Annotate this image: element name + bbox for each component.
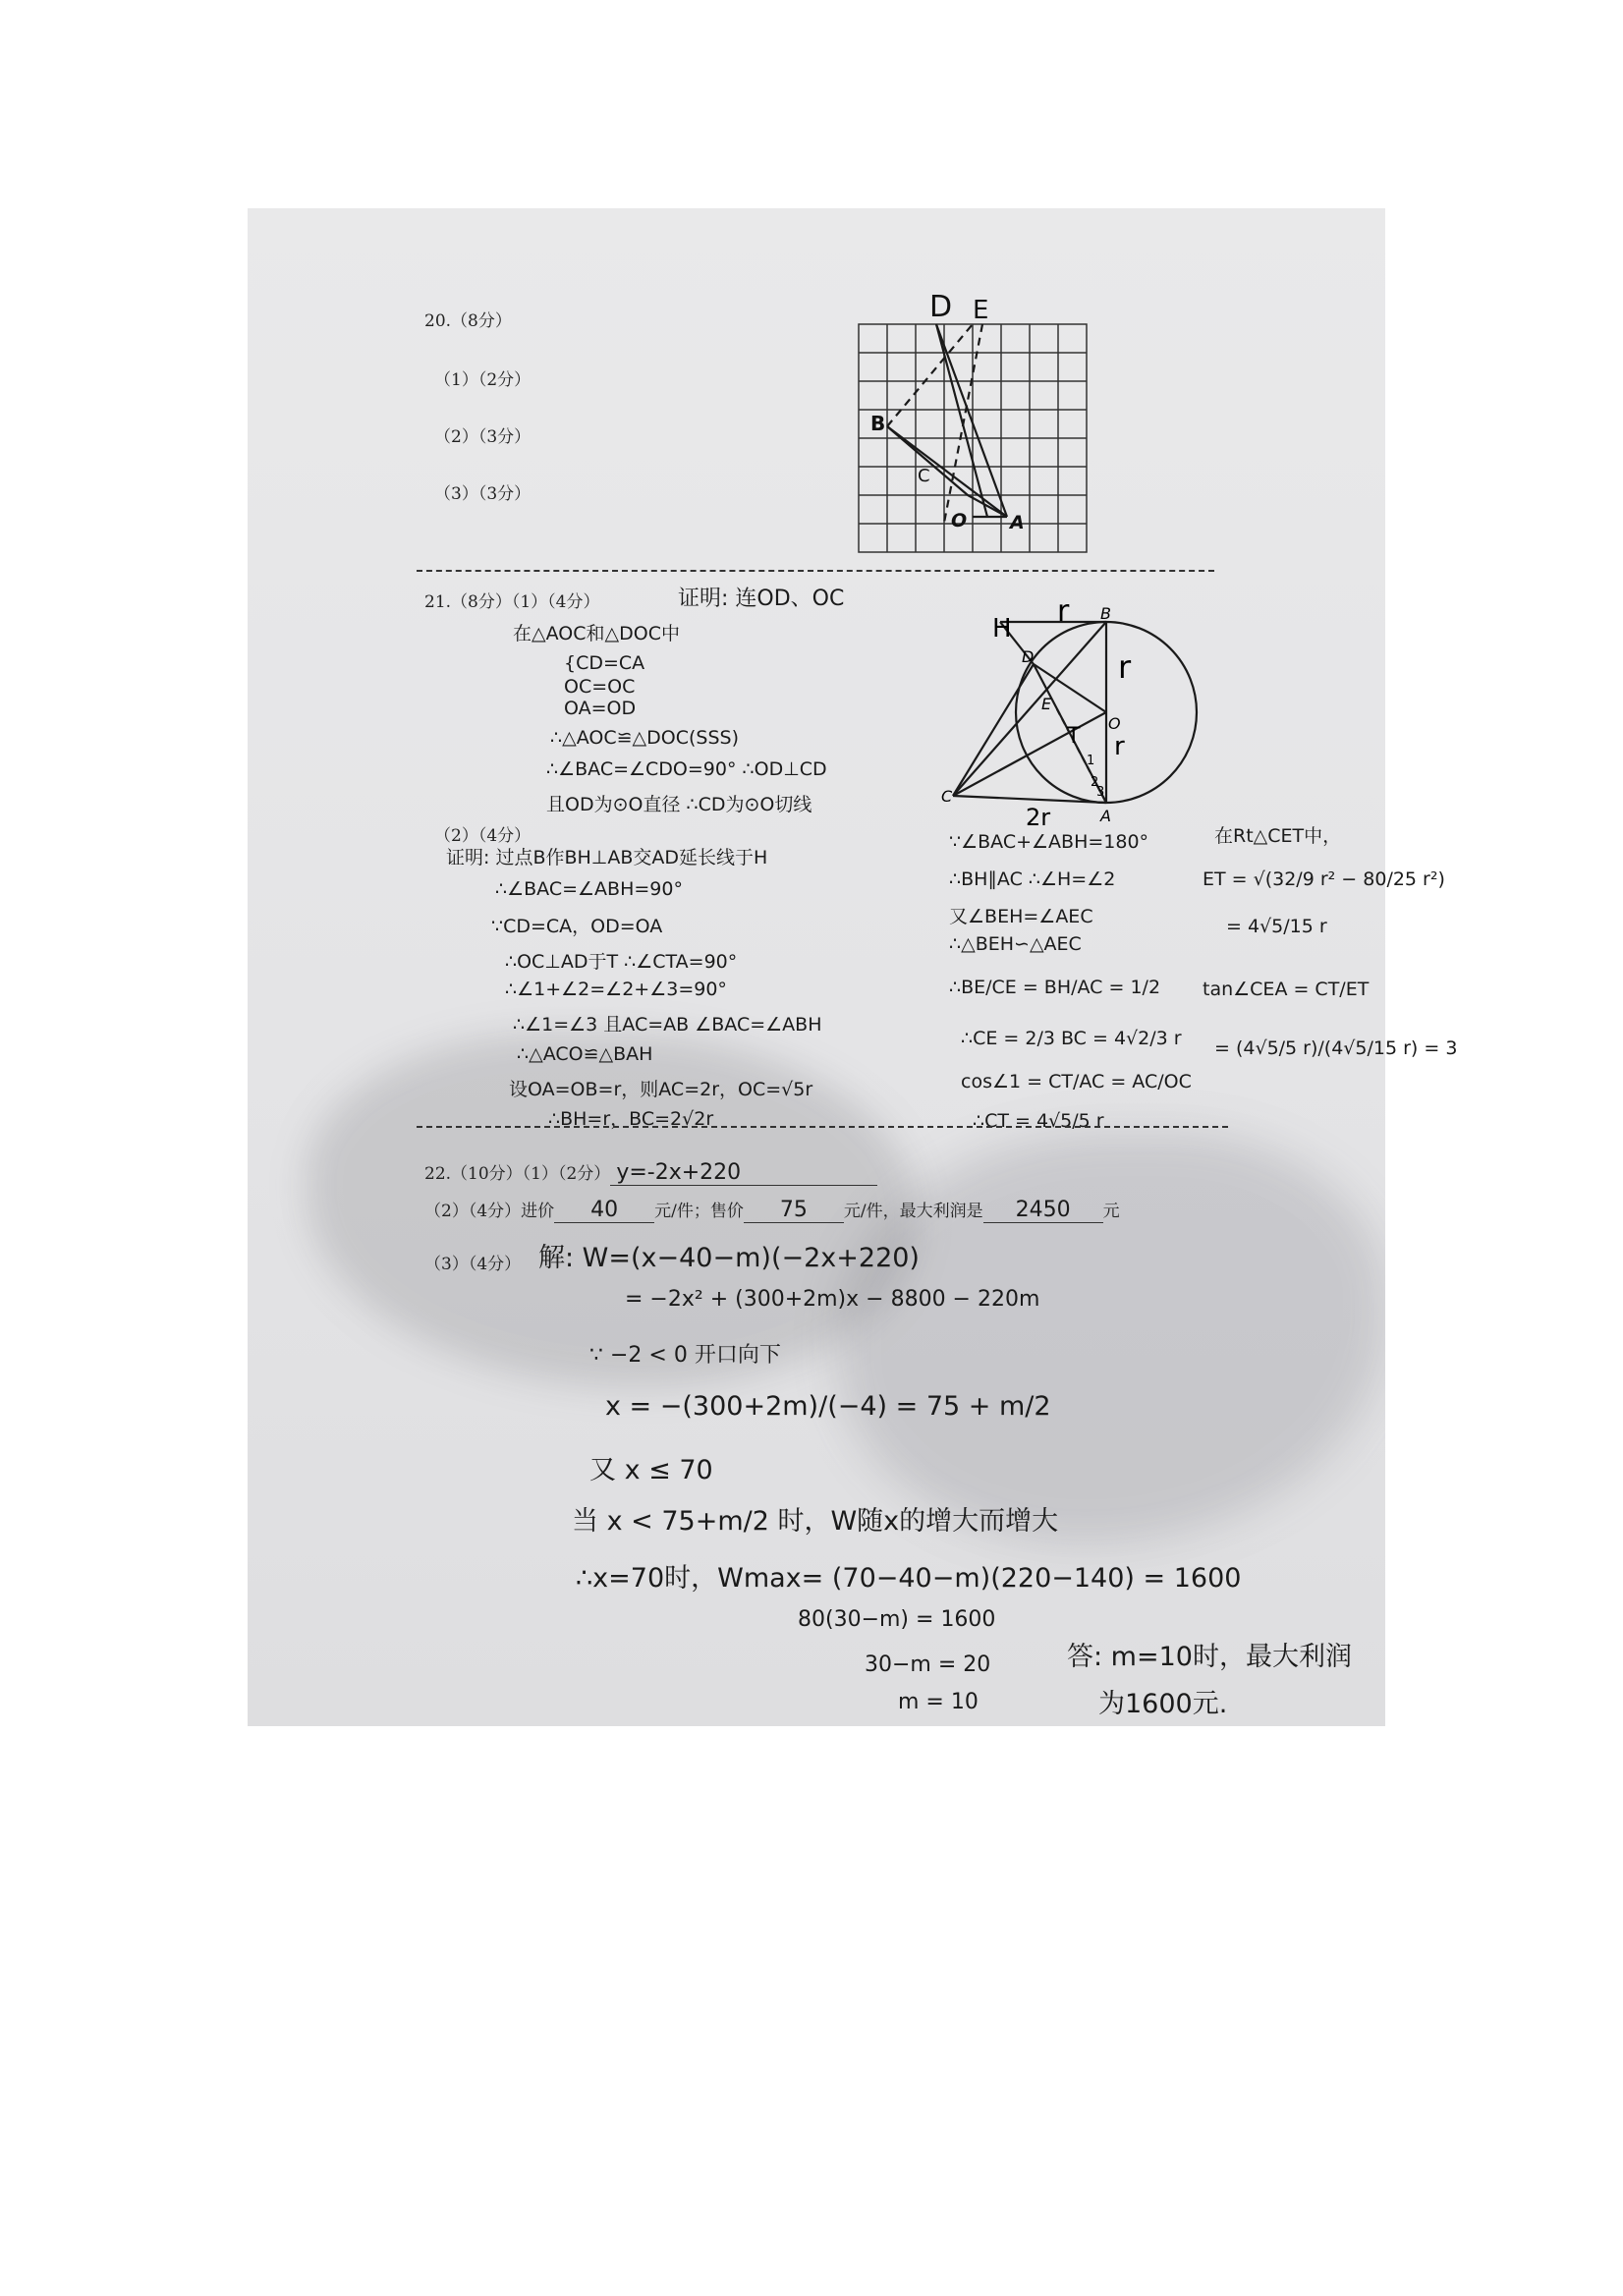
grid-label-c: C (918, 466, 930, 486)
q22-solution-line: 又 x ≤ 70 (589, 1455, 713, 1485)
q21-line: ∴BH=r，BC=2√2r (548, 1108, 714, 1130)
q21-line: OC=OC (564, 676, 636, 698)
q21-line: ∴△AOC≌△DOC(SSS) (550, 727, 739, 749)
circle-label-t: T (1067, 724, 1081, 749)
q21-line: ∵∠BAC+∠ABH=180° (949, 831, 1149, 853)
circle-label-c: C (941, 787, 953, 806)
q21-line: ∴△BEH∽△AEC (949, 933, 1082, 955)
q22-solution-line: 解: W=(x−40−m)(−2x+220) (538, 1243, 920, 1273)
circle-angle-2: 2 (1091, 775, 1099, 790)
q22-solution-line: 当 x < 75+m/2 时，W随x的增大而增大 (572, 1506, 1059, 1537)
q22-solution-line: ∵ −2 < 0 开口向下 (589, 1343, 781, 1368)
circle-angle-1: 1 (1087, 754, 1095, 768)
q21-line: ∵CD=CA，OD=OA (491, 916, 663, 937)
q21-line: ∴∠BAC=∠CDO=90° ∴OD⊥CD (546, 758, 827, 780)
grid-label-b: B (870, 412, 886, 435)
q22-price-answer: 75 (744, 1198, 844, 1223)
q22-unit: 元 (1102, 1202, 1120, 1221)
circle-label-d: D (1022, 647, 1035, 666)
circle-angle-3: 3 (1096, 785, 1105, 800)
q22-part1 (424, 1159, 877, 1186)
circle-label-b: B (1100, 604, 1111, 623)
q21-line: = 4√5/15 r (1226, 916, 1327, 937)
circle-label-e: E (1041, 695, 1052, 713)
q22-solution-line: ∴x=70时，Wmax= (70−40−m)(220−140) = 1600 (576, 1563, 1242, 1594)
q20-header: 20.（8分） (424, 311, 512, 331)
q21-line: ET = √(32/9 r² − 80/25 r²) (1203, 868, 1445, 890)
q21-line: ∴∠1=∠3 且AC=AB ∠BAC=∠ABH (513, 1014, 822, 1036)
q21-line: ∴BE/CE = BH/AC = 1/2 (949, 977, 1161, 998)
q22-part2 (424, 1197, 1120, 1223)
q21-line: cos∠1 = CT/AC = AC/OC (961, 1071, 1192, 1092)
q22-solution-line: = −2x² + (300+2m)x − 8800 − 220m (625, 1287, 1040, 1312)
q21-line: {CD=CA (564, 652, 645, 674)
q22-part2-label: （2）（4分）进价 (424, 1202, 555, 1221)
q21-proof-title: 证明: 连OD、OC (678, 587, 845, 611)
circle-label-2r: 2r (1026, 804, 1051, 825)
circle-label-r-right: r (1118, 648, 1132, 686)
q21-line: ∴BH∥AC ∴∠H=∠2 (949, 868, 1116, 890)
q22-conclusion-line: 答: m=10时，最大利润 (1067, 1642, 1352, 1672)
q20-part3: （3）（3分） (434, 484, 532, 504)
q21-line: 又∠BEH=∠AEC (949, 906, 1093, 927)
circle-label-r-low: r (1114, 732, 1125, 761)
q22-cost-answer: 40 (554, 1198, 654, 1223)
q22-profit-answer: 2450 (983, 1198, 1103, 1223)
q21-header: 21.（8分）（1）（4分） (424, 592, 600, 612)
circle-label-a: A (1100, 807, 1111, 825)
q21-line: tan∠CEA = CT/ET (1203, 979, 1370, 1000)
q21-line: ∴△ACO≌△BAH (517, 1043, 653, 1065)
grid-label-e: E (973, 296, 989, 325)
q20-grid-figure (845, 277, 1100, 572)
q21-line: ∴OC⊥AD于T ∴∠CTA=90° (505, 951, 738, 973)
q21-line: 设OA=OB=r，则AC=2r，OC=√5r (509, 1079, 813, 1100)
q21-line: ∴∠1+∠2=∠2+∠3=90° (505, 979, 727, 1000)
circle-label-o: O (1108, 714, 1121, 733)
q21-line: = (4√5/5 r)/(4√5/15 r) = 3 (1214, 1037, 1458, 1059)
grid-label-o: O (951, 510, 968, 532)
section-divider (417, 1126, 1228, 1128)
circle-label-h: H (992, 614, 1012, 644)
q22-part1-label: 22.（10分）（1）（2分） (424, 1164, 611, 1184)
q22-solution-line: x = −(300+2m)/(−4) = 75 + m/2 (605, 1391, 1051, 1422)
q22-mid-text: 元/件，最大利润是 (843, 1202, 983, 1221)
hand-shadow (837, 1132, 1385, 1544)
q21-line: ∴CE = 2/3 BC = 4√2/3 r (961, 1028, 1182, 1049)
q21-part2-header: （2）（4分） (434, 826, 532, 846)
q21-line: 证明: 过点B作BH⊥AB交AD延长线于H (446, 847, 768, 868)
q22-conclusion-line: 为1600元. (1098, 1689, 1228, 1719)
q21-line: 在Rt△CET中， (1214, 825, 1342, 847)
circle-label-r-top: r (1057, 599, 1070, 629)
q22-mid-text: 元/件；售价 (654, 1202, 744, 1221)
q22-part3-label: （3）（4分） (424, 1255, 522, 1274)
q22-answer1: y=-2x+220 (610, 1160, 877, 1186)
q21-line: ∴CT = 4√5/5 r (973, 1110, 1104, 1132)
grid-label-d: D (929, 290, 953, 324)
q21-line: ∴∠BAC=∠ABH=90° (495, 878, 683, 900)
q21-line: 且OD为⊙O直径 ∴CD为⊙O切线 (546, 794, 812, 815)
grid-label-a: A (1010, 512, 1025, 533)
q21-line: 在△AOC和△DOC中 (513, 623, 680, 644)
q21-line: OA=OD (564, 698, 637, 719)
section-divider (417, 570, 1214, 572)
q20-part2: （2）（3分） (434, 427, 532, 447)
q22-solution-line: m = 10 (898, 1690, 979, 1714)
q22-solution-line: 80(30−m) = 1600 (798, 1607, 996, 1632)
q20-part1: （1）（2分） (434, 370, 532, 390)
q22-solution-line: 30−m = 20 (865, 1652, 991, 1677)
q21-circle-figure (941, 599, 1206, 825)
